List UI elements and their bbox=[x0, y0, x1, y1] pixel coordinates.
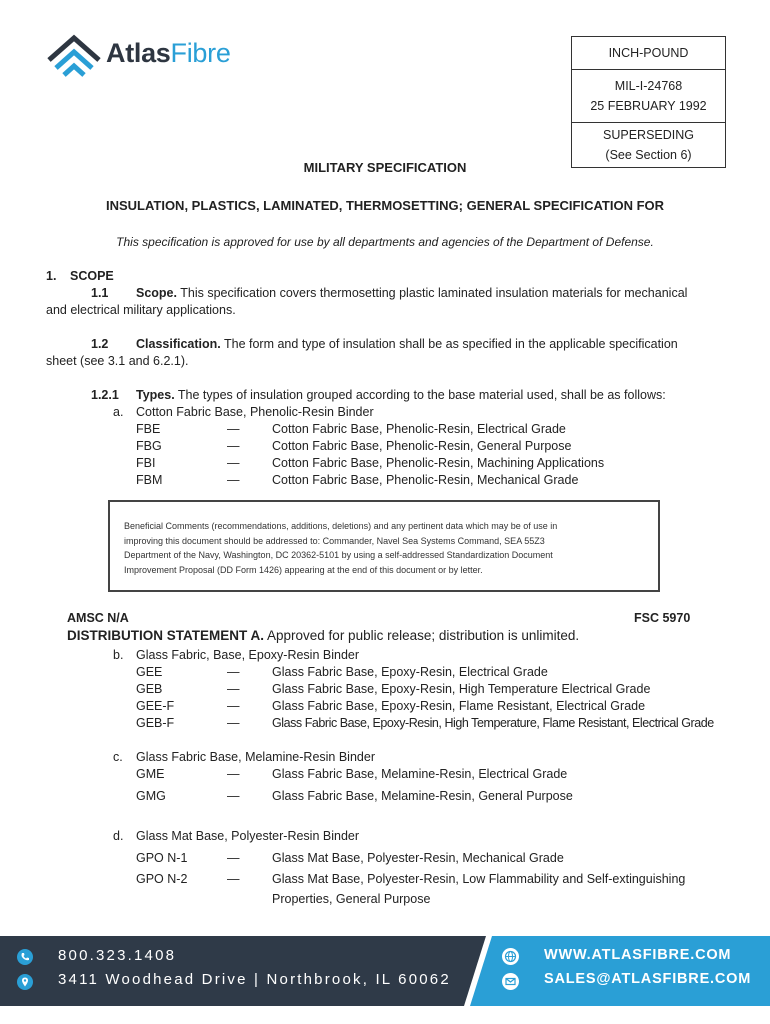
phone-icon bbox=[17, 949, 33, 965]
type-description: Cotton Fabric Base, Phenolic-Resin, Electrical Grade bbox=[272, 422, 566, 436]
type-description: Glass Mat Base, Polyester-Resin, Low Flammability and Self-extinguishing bbox=[272, 872, 686, 886]
para-1-2-1-heading: Types. bbox=[136, 388, 175, 402]
para-1-2-number: 1.2 bbox=[91, 337, 109, 351]
type-description: Glass Fabric Base, Melamine-Resin, General Purpose bbox=[272, 789, 573, 803]
superseding-note: (See Section 6) bbox=[605, 148, 692, 162]
type-dash: — bbox=[227, 851, 240, 865]
type-description: Glass Fabric Base, Epoxy-Resin, Electrical Grade bbox=[272, 665, 548, 679]
group-c-letter: c. bbox=[113, 750, 123, 764]
para-1-2-1-text bbox=[136, 387, 666, 404]
fsc-label: FSC 5970 bbox=[634, 611, 691, 625]
para-1-1-number: 1.1 bbox=[91, 286, 109, 300]
id-box-inch-pound: INCH-POUND bbox=[572, 37, 725, 70]
type-description: Cotton Fabric Base, Phenolic-Resin, Machining Applications bbox=[272, 456, 605, 470]
id-box-number-date bbox=[572, 70, 725, 123]
distribution-heading: DISTRIBUTION STATEMENT A. bbox=[67, 628, 264, 643]
location-pin-icon bbox=[17, 974, 33, 990]
type-dash: — bbox=[227, 439, 240, 453]
logo-text-light: Fibre bbox=[170, 38, 231, 68]
type-dash: — bbox=[227, 789, 240, 803]
type-dash: — bbox=[227, 716, 240, 730]
para-1-2-1-body: The types of insulation grouped according to the base material used, shall be as follows: bbox=[177, 388, 666, 402]
note-line: Improvement Proposal (DD Form 1426) appearing at the end of this document or by letter. bbox=[124, 564, 483, 575]
group-b-title: Glass Fabric, Base, Epoxy-Resin Binder bbox=[136, 648, 360, 662]
para-1-2-heading: Classification. bbox=[136, 337, 221, 351]
para-1-1-text bbox=[136, 285, 687, 302]
note-line: improving this document should be addressed to: Commander, Navel Sea Systems Command, SEA 55Z3 bbox=[124, 535, 545, 546]
para-1-1-body: This specification covers thermosetting plastic laminated insulation materials for mechanical bbox=[180, 286, 688, 300]
amsc-label: AMSC N/A bbox=[67, 611, 129, 625]
group-a-title: Cotton Fabric Base, Phenolic-Resin Binder bbox=[136, 405, 374, 419]
para-1-2-text-cont: sheet (see 3.1 and 6.2.1). bbox=[46, 354, 189, 368]
distribution-text: Approved for public release; distribution is unlimited. bbox=[267, 628, 580, 643]
para-1-2-text bbox=[136, 336, 678, 353]
distribution-statement bbox=[67, 628, 579, 643]
beneficial-comments-box bbox=[108, 500, 660, 592]
type-description: Glass Fabric Base, Epoxy-Resin, Flame Resistant, Electrical Grade bbox=[272, 699, 646, 713]
para-1-1-text-cont: and electrical military applications. bbox=[46, 303, 236, 317]
note-line: Beneficial Comments (recommendations, additions, deletions) and any pertinent data which may be of use in bbox=[124, 521, 558, 531]
section-1-number: 1. bbox=[46, 269, 57, 283]
globe-icon bbox=[502, 948, 519, 965]
type-code: GME bbox=[136, 767, 165, 781]
type-code: FBG bbox=[136, 439, 162, 453]
type-code: GEB-F bbox=[136, 716, 175, 730]
type-code: FBE bbox=[136, 422, 161, 436]
document-title: INSULATION, PLASTICS, LAMINATED, THERMOSETTING; GENERAL SPECIFICATION FOR bbox=[105, 198, 665, 213]
group-c-title: Glass Fabric Base, Melamine-Resin Binder bbox=[136, 750, 375, 764]
type-code: GEE bbox=[136, 665, 163, 679]
type-dash: — bbox=[227, 872, 240, 886]
type-code: GEB bbox=[136, 682, 163, 696]
type-description: Glass Fabric Base, Epoxy-Resin, High Temperature, Flame Resistant, Electrical Grade bbox=[272, 716, 714, 730]
type-dash: — bbox=[227, 456, 240, 470]
type-dash: — bbox=[227, 422, 240, 436]
document-id-box bbox=[571, 36, 726, 168]
atlasfibre-logo bbox=[46, 34, 246, 78]
type-code: GPO N-2 bbox=[136, 872, 188, 886]
group-d-title: Glass Mat Base, Polyester-Resin Binder bbox=[136, 829, 360, 843]
type-dash: — bbox=[227, 767, 240, 781]
approval-statement: This specification is approved for use by all departments and agencies of the Department of Defense. bbox=[116, 235, 654, 249]
type-code: GPO N-1 bbox=[136, 851, 188, 865]
envelope-icon bbox=[502, 973, 519, 990]
para-1-2-1-number: 1.2.1 bbox=[91, 388, 119, 402]
spec-number: MIL-I-24768 bbox=[614, 79, 683, 93]
para-1-1-heading: Scope. bbox=[136, 286, 177, 300]
logo-mark-icon bbox=[46, 34, 102, 78]
type-dash: — bbox=[227, 682, 240, 696]
spec-type-heading: MILITARY SPECIFICATION bbox=[303, 160, 467, 175]
beneficial-comments-text bbox=[124, 519, 644, 577]
type-description: Glass Fabric Base, Epoxy-Resin, High Temperature Electrical Grade bbox=[272, 682, 651, 696]
type-description: Glass Mat Base, Polyester-Resin, Mechanical Grade bbox=[272, 851, 564, 865]
logo-text bbox=[106, 38, 231, 69]
footer-phone[interactable]: 800.323.1408 bbox=[58, 947, 177, 964]
footer-email-link[interactable]: SALES@ATLASFIBRE.COM bbox=[544, 971, 752, 987]
type-code: GMG bbox=[136, 789, 166, 803]
group-b-letter: b. bbox=[113, 648, 124, 662]
superseding-label: SUPERSEDING bbox=[603, 128, 694, 142]
footer-address: 3411 Woodhead Drive | Northbrook, IL 60062 bbox=[58, 971, 451, 988]
para-1-2-body: The form and type of insulation shall be as specified in the applicable specification bbox=[224, 337, 678, 351]
type-dash: — bbox=[227, 473, 240, 487]
note-line: Department of the Navy, Washington, DC 20362-5101 by using a self-addressed Standardization Document bbox=[124, 550, 553, 560]
type-code: GEE-F bbox=[136, 699, 175, 713]
type-code: FBM bbox=[136, 473, 163, 487]
type-description: Glass Fabric Base, Melamine-Resin, Electrical Grade bbox=[272, 767, 568, 781]
group-d-letter: d. bbox=[113, 829, 124, 843]
type-dash: — bbox=[227, 699, 240, 713]
type-code: FBI bbox=[136, 456, 156, 470]
group-a-letter: a. bbox=[113, 405, 124, 419]
contact-footer bbox=[0, 936, 770, 1006]
type-dash: — bbox=[227, 665, 240, 679]
type-description-cont: Properties, General Purpose bbox=[272, 892, 431, 906]
type-description: Cotton Fabric Base, Phenolic-Resin, General Purpose bbox=[272, 439, 572, 453]
type-description: Cotton Fabric Base, Phenolic-Resin, Mechanical Grade bbox=[272, 473, 579, 487]
spec-date: 25 FEBRUARY 1992 bbox=[590, 99, 707, 113]
logo-text-dark: Atlas bbox=[106, 38, 171, 68]
section-1-title: SCOPE bbox=[70, 269, 114, 283]
footer-website-link[interactable]: WWW.ATLASFIBRE.COM bbox=[544, 947, 732, 963]
